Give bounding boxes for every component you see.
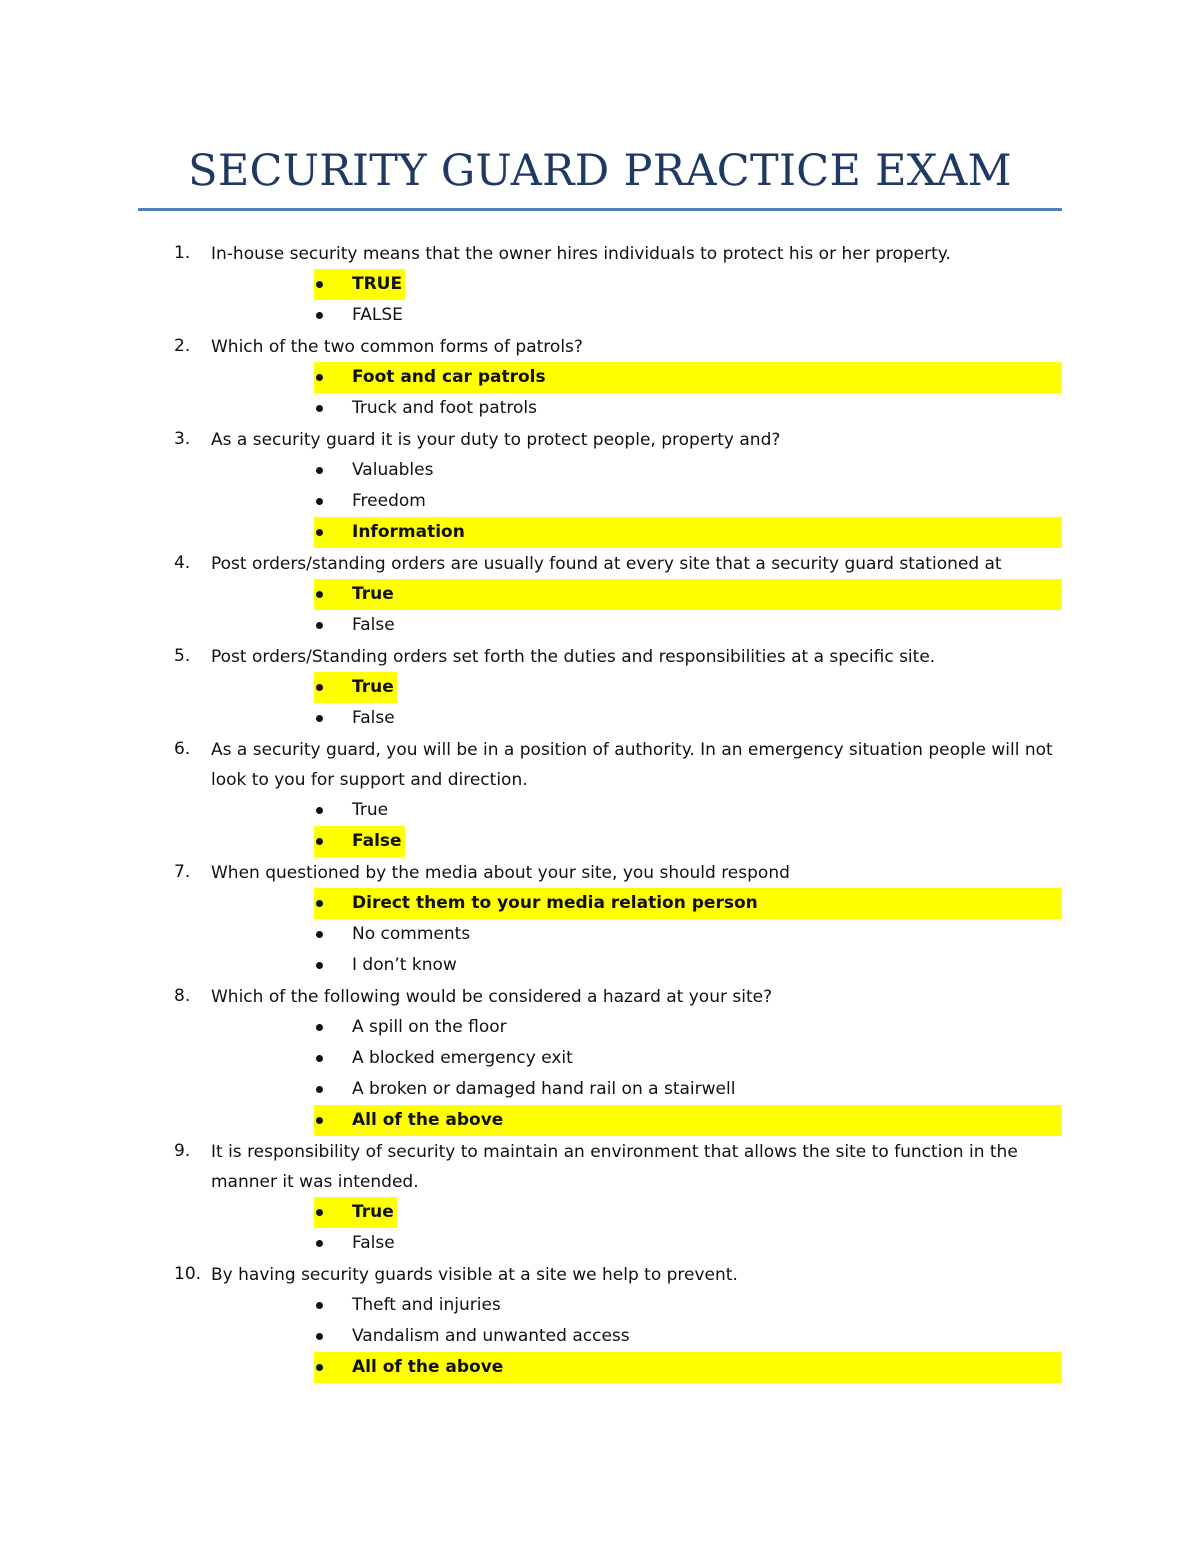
question-item — [0, 548, 1200, 641]
bullet-icon — [316, 838, 323, 845]
question-list — [0, 238, 1200, 1383]
answer-label: FALSE — [352, 305, 403, 325]
question-number: 10. — [174, 1264, 202, 1284]
question-text: In-house security means that the owner hires individuals to protect his or her property. — [211, 244, 951, 264]
question-text: Post orders/standing orders are usually found at every site that a security guard stationed at — [211, 554, 1002, 574]
question-item — [0, 238, 1200, 331]
correct-answer-option — [0, 362, 1200, 393]
correct-answer-option — [0, 517, 1200, 548]
question-item — [0, 641, 1200, 734]
bullet-icon — [316, 312, 323, 319]
question-text: By having security guards visible at a site we help to prevent. — [211, 1265, 738, 1285]
answer-option — [0, 393, 1200, 424]
bullet-icon — [316, 529, 323, 536]
answer-option — [0, 703, 1200, 734]
bullet-icon — [316, 1055, 323, 1062]
question-number: 3. — [174, 429, 191, 449]
answer-options — [0, 579, 1200, 641]
answer-label: True — [352, 677, 394, 697]
answer-label: Truck and foot patrols — [352, 398, 537, 418]
answer-label: A blocked emergency exit — [352, 1048, 573, 1068]
question-text: Which of the following would be considered a hazard at your site? — [211, 987, 773, 1007]
answer-options — [0, 269, 1200, 331]
question-text: As a security guard it is your duty to protect people, property and? — [211, 430, 781, 450]
answer-label: All of the above — [352, 1110, 504, 1130]
question-number: 4. — [174, 553, 191, 573]
answer-label: A broken or damaged hand rail on a stairwell — [352, 1079, 736, 1099]
correct-answer-option — [0, 888, 1200, 919]
answer-label: Direct them to your media relation person — [352, 893, 758, 913]
question-item — [0, 1259, 1200, 1383]
bullet-icon — [316, 931, 323, 938]
question-item — [0, 981, 1200, 1136]
answer-options — [0, 795, 1200, 857]
correct-answer-option — [0, 1352, 1200, 1383]
bullet-icon — [316, 281, 323, 288]
question-number: 1. — [174, 243, 191, 263]
correct-answer-option — [0, 1197, 1200, 1228]
title-underline — [138, 208, 1062, 211]
answer-highlight — [314, 579, 1062, 610]
bullet-icon — [316, 1240, 323, 1247]
question-number: 5. — [174, 646, 191, 666]
correct-answer-option — [0, 269, 1200, 300]
bullet-icon — [316, 498, 323, 505]
correct-answer-option — [0, 579, 1200, 610]
answer-label: True — [352, 584, 394, 604]
answer-options — [0, 1012, 1200, 1136]
answer-label: I don’t know — [352, 955, 457, 975]
answer-options — [0, 672, 1200, 734]
answer-option — [0, 300, 1200, 331]
answer-options — [0, 1197, 1200, 1259]
answer-label: False — [352, 615, 395, 635]
page-title: SECURITY GUARD PRACTICE EXAM — [188, 146, 1012, 196]
correct-answer-option — [0, 826, 1200, 857]
bullet-icon — [316, 1209, 323, 1216]
answer-option — [0, 919, 1200, 950]
answer-label: All of the above — [352, 1357, 504, 1377]
answer-label: Vandalism and unwanted access — [352, 1326, 630, 1346]
answer-label: TRUE — [352, 274, 403, 294]
answer-options — [0, 1290, 1200, 1383]
answer-option — [0, 486, 1200, 517]
bullet-icon — [316, 1117, 323, 1124]
answer-option — [0, 455, 1200, 486]
answer-options — [0, 455, 1200, 548]
answer-label: Valuables — [352, 460, 434, 480]
answer-options — [0, 888, 1200, 981]
bullet-icon — [316, 684, 323, 691]
correct-answer-option — [0, 1105, 1200, 1136]
answer-option — [0, 950, 1200, 981]
question-item — [0, 1136, 1200, 1259]
answer-option — [0, 1043, 1200, 1074]
answer-label: False — [352, 831, 402, 851]
question-number: 2. — [174, 336, 191, 356]
question-item — [0, 857, 1200, 981]
bullet-icon — [316, 622, 323, 629]
bullet-icon — [316, 591, 323, 598]
answer-label: Foot and car patrols — [352, 367, 546, 387]
question-text: Which of the two common forms of patrols? — [211, 337, 583, 357]
answer-option — [0, 1290, 1200, 1321]
bullet-icon — [316, 1024, 323, 1031]
answer-option — [0, 795, 1200, 826]
question-number: 7. — [174, 862, 191, 882]
answer-option — [0, 610, 1200, 641]
question-number: 8. — [174, 986, 191, 1006]
bullet-icon — [316, 374, 323, 381]
bullet-icon — [316, 807, 323, 814]
bullet-icon — [316, 715, 323, 722]
question-text: It is responsibility of security to maintain an environment that allows the site to function in the manner it was intended. — [211, 1142, 1018, 1192]
bullet-icon — [316, 1364, 323, 1371]
question-text: Post orders/Standing orders set forth the duties and responsibilities at a specific site. — [211, 647, 936, 667]
question-item — [0, 734, 1200, 857]
answer-option — [0, 1321, 1200, 1352]
question-text: As a security guard, you will be in a position of authority. In an emergency situation people will not look to you for support and direction. — [211, 740, 1053, 790]
answer-label: True — [352, 1202, 394, 1222]
answer-label: False — [352, 708, 395, 728]
question-item — [0, 331, 1200, 424]
answer-options — [0, 362, 1200, 424]
answer-option — [0, 1228, 1200, 1259]
answer-label: Freedom — [352, 491, 426, 511]
answer-option — [0, 1074, 1200, 1105]
answer-option — [0, 1012, 1200, 1043]
bullet-icon — [316, 900, 323, 907]
answer-label: A spill on the floor — [352, 1017, 507, 1037]
bullet-icon — [316, 1302, 323, 1309]
answer-label: True — [352, 800, 389, 820]
question-number: 6. — [174, 739, 191, 759]
question-number: 9. — [174, 1141, 191, 1161]
question-text: When questioned by the media about your site, you should respond — [211, 863, 790, 883]
correct-answer-option — [0, 672, 1200, 703]
answer-label: False — [352, 1233, 395, 1253]
answer-label: No comments — [352, 924, 471, 944]
bullet-icon — [316, 1086, 323, 1093]
answer-label: Theft and injuries — [352, 1295, 501, 1315]
question-item — [0, 424, 1200, 548]
bullet-icon — [316, 467, 323, 474]
answer-label: Information — [352, 522, 465, 542]
bullet-icon — [316, 405, 323, 412]
bullet-icon — [316, 1333, 323, 1340]
bullet-icon — [316, 962, 323, 969]
